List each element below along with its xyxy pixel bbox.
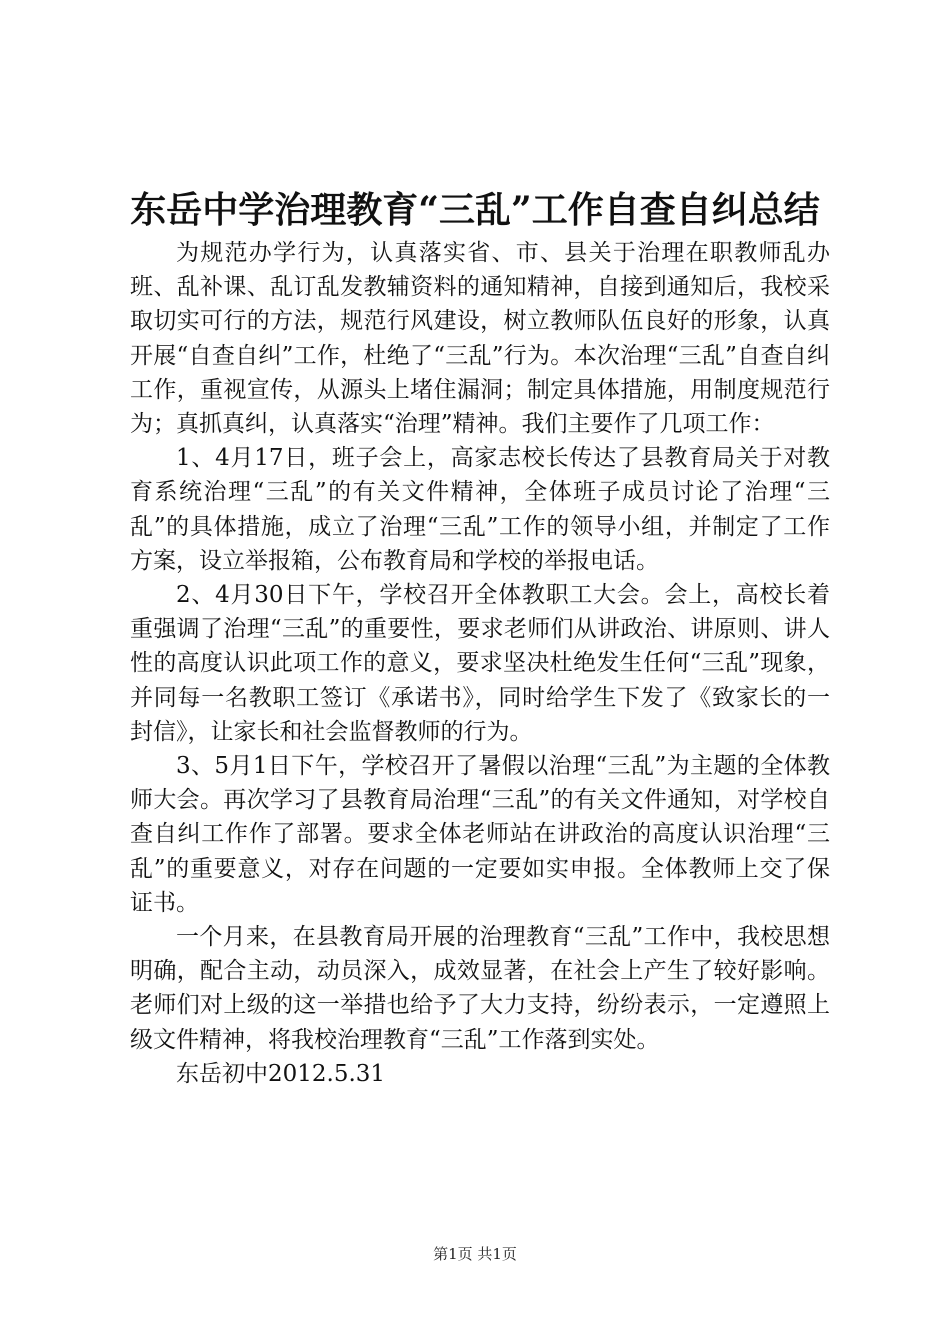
- document-title: 东岳中学治理教育“三乱”工作自查自纠总结: [130, 189, 820, 231]
- paragraph-conclusion: 一个月来，在县教育局开展的治理教育“三乱”工作中，我校思想明确，配合主动，动员深入，成效显著，在社会上产生了较好影响。老师们对上级的这一举措也给予了大力支持，纷纷表示，一定遵照上级文件精神，将我校治理教育“三乱”工作落到实处。: [130, 924, 830, 1053]
- paragraph-intro: 为规范办学行为，认真落实省、市、县关于治理在职教师乱办班、乱补课、乱订乱发教辅资料的通知精神，自接到通知后，我校采取切实可行的方法，规范行风建设，树立教师队伍良好的形象，认真开展“自查自纠”工作，杜绝了“三乱”行为。本次治理“三乱”自查自纠工作，重视宣传，从源头上堵住漏洞；制定具体措施，用制度规范行为；真抓真纠，认真落实“治理”精神。我们主要作了几项工作：: [130, 240, 830, 438]
- page-footer: 第1页 共1页: [433, 1245, 517, 1263]
- paragraph-item-3: 3、5月1日下午，学校召开了暑假以治理“三乱”为主题的全体教师大会。再次学习了县教育局治理“三乱”的有关文件通知，对学校自查自纠工作作了部署。要求全体老师站在讲政治的高度认识治理“三乱”的重要意义，对存在问题的一定要如实申报。全体教师上交了保证书。: [130, 753, 830, 916]
- paragraph-item-2: 2、4月30日下午，学校召开全体教职工大会。会上，高校长着重强调了治理“三乱”的重要性，要求老师们从讲政治、讲原则、讲人性的高度认识此项工作的意义，要求坚决杜绝发生任何“三乱”现象，并同每一名教职工签订《承诺书》，同时给学生下发了《致家长的一封信》，让家长和社会监督教师的行为。: [130, 582, 830, 745]
- signature-date: 东岳初中2012.5.31: [176, 1060, 386, 1087]
- paragraph-item-1: 1、4月17日，班子会上，高家志校长传达了县教育局关于对教育系统治理“三乱”的有关文件精神，全体班子成员讨论了治理“三乱”的具体措施，成立了治理“三乱”工作的领导小组，并制定了工作方案，设立举报箱，公布教育局和学校的举报电话。: [130, 445, 830, 574]
- document-body: [130, 236, 830, 1091]
